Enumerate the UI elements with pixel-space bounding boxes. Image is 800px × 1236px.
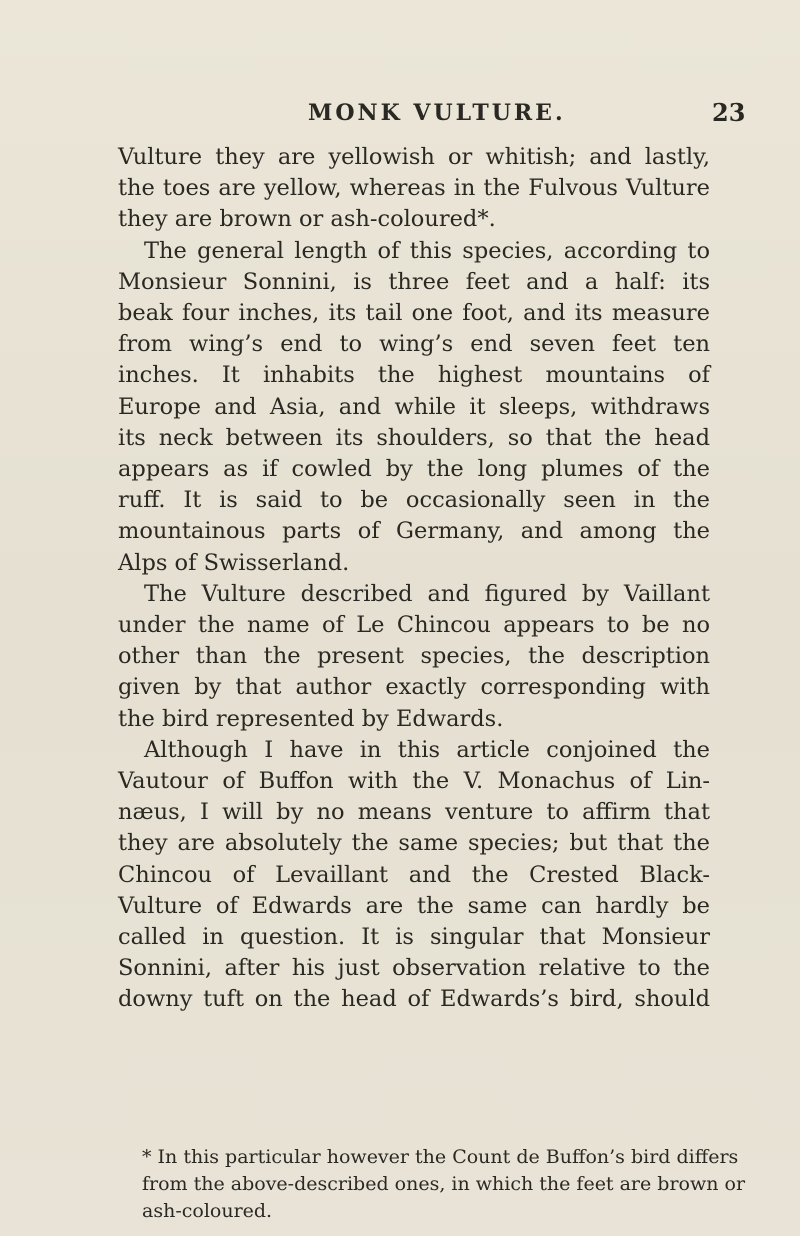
text-line: Sonnini, after his just observation relative to the	[118, 955, 710, 982]
text-line: called in question. It is singular that Monsieur	[118, 924, 710, 951]
text-line: inches. It inhabits the highest mountains of	[118, 362, 710, 389]
text-line: Vulture they are yellowish or whitish; and lastly,	[118, 144, 710, 170]
running-head	[0, 100, 800, 140]
text-line: Vautour of Buffon with the V. Monachus of Lin-	[118, 768, 710, 795]
text-line: The general length of this species, according to	[144, 237, 710, 264]
footnote	[142, 1144, 746, 1225]
text-line: the bird represented by Edwards.	[118, 705, 504, 732]
text-line: its neck between its shoulders, so that the head	[118, 424, 710, 451]
text-line: Vulture of Edwards are the same can hardly be	[118, 892, 710, 919]
text-line: Although I have in this article conjoined the	[144, 736, 710, 763]
footnote-line: * In this particular however the Count de Buffon’s bird differs	[142, 1146, 739, 1168]
text-line: ruff. It is said to be occasionally seen in the	[118, 487, 710, 514]
running-title: MONK VULTURE.	[308, 100, 566, 126]
text-line: other than the present species, the description	[118, 643, 710, 670]
body-text	[118, 142, 710, 1016]
text-line: under the name of Le Chincou appears to be no	[118, 612, 710, 639]
text-line: The Vulture described and figured by Vaillant	[144, 580, 710, 607]
text-line: from wing’s end to wing’s end seven feet ten	[118, 331, 710, 358]
text-line: næus, I will by no means venture to affirm that	[118, 799, 710, 826]
footnote-line: ash-coloured.	[142, 1200, 273, 1222]
text-line: Europe and Asia, and while it sleeps, withdraws	[118, 393, 710, 420]
text-line: they are brown or ash-coloured*.	[118, 206, 496, 233]
text-line: Chincou of Levaillant and the Crested Black-	[118, 861, 710, 888]
text-line: mountainous parts of Germany, and among the	[118, 518, 710, 545]
text-line: the toes are yellow, whereas in the Fulvous Vulture	[118, 175, 710, 202]
text-line: downy tuft on the head of Edwards’s bird, should	[118, 986, 710, 1013]
text-line: appears as if cowled by the long plumes of the	[118, 456, 710, 483]
text-line: given by that author exactly corresponding with	[118, 674, 710, 701]
text-line: beak four inches, its tail one foot, and its measure	[118, 300, 710, 327]
footnote-line: from the above-described ones, in which the feet are brown or	[142, 1173, 746, 1195]
text-line: they are absolutely the same species; but that the	[118, 830, 710, 857]
text-line: Monsieur Sonnini, is three feet and a half: its	[118, 268, 710, 295]
text-line: Alps of Swisserland.	[118, 549, 350, 576]
page-number: 23	[712, 98, 746, 127]
